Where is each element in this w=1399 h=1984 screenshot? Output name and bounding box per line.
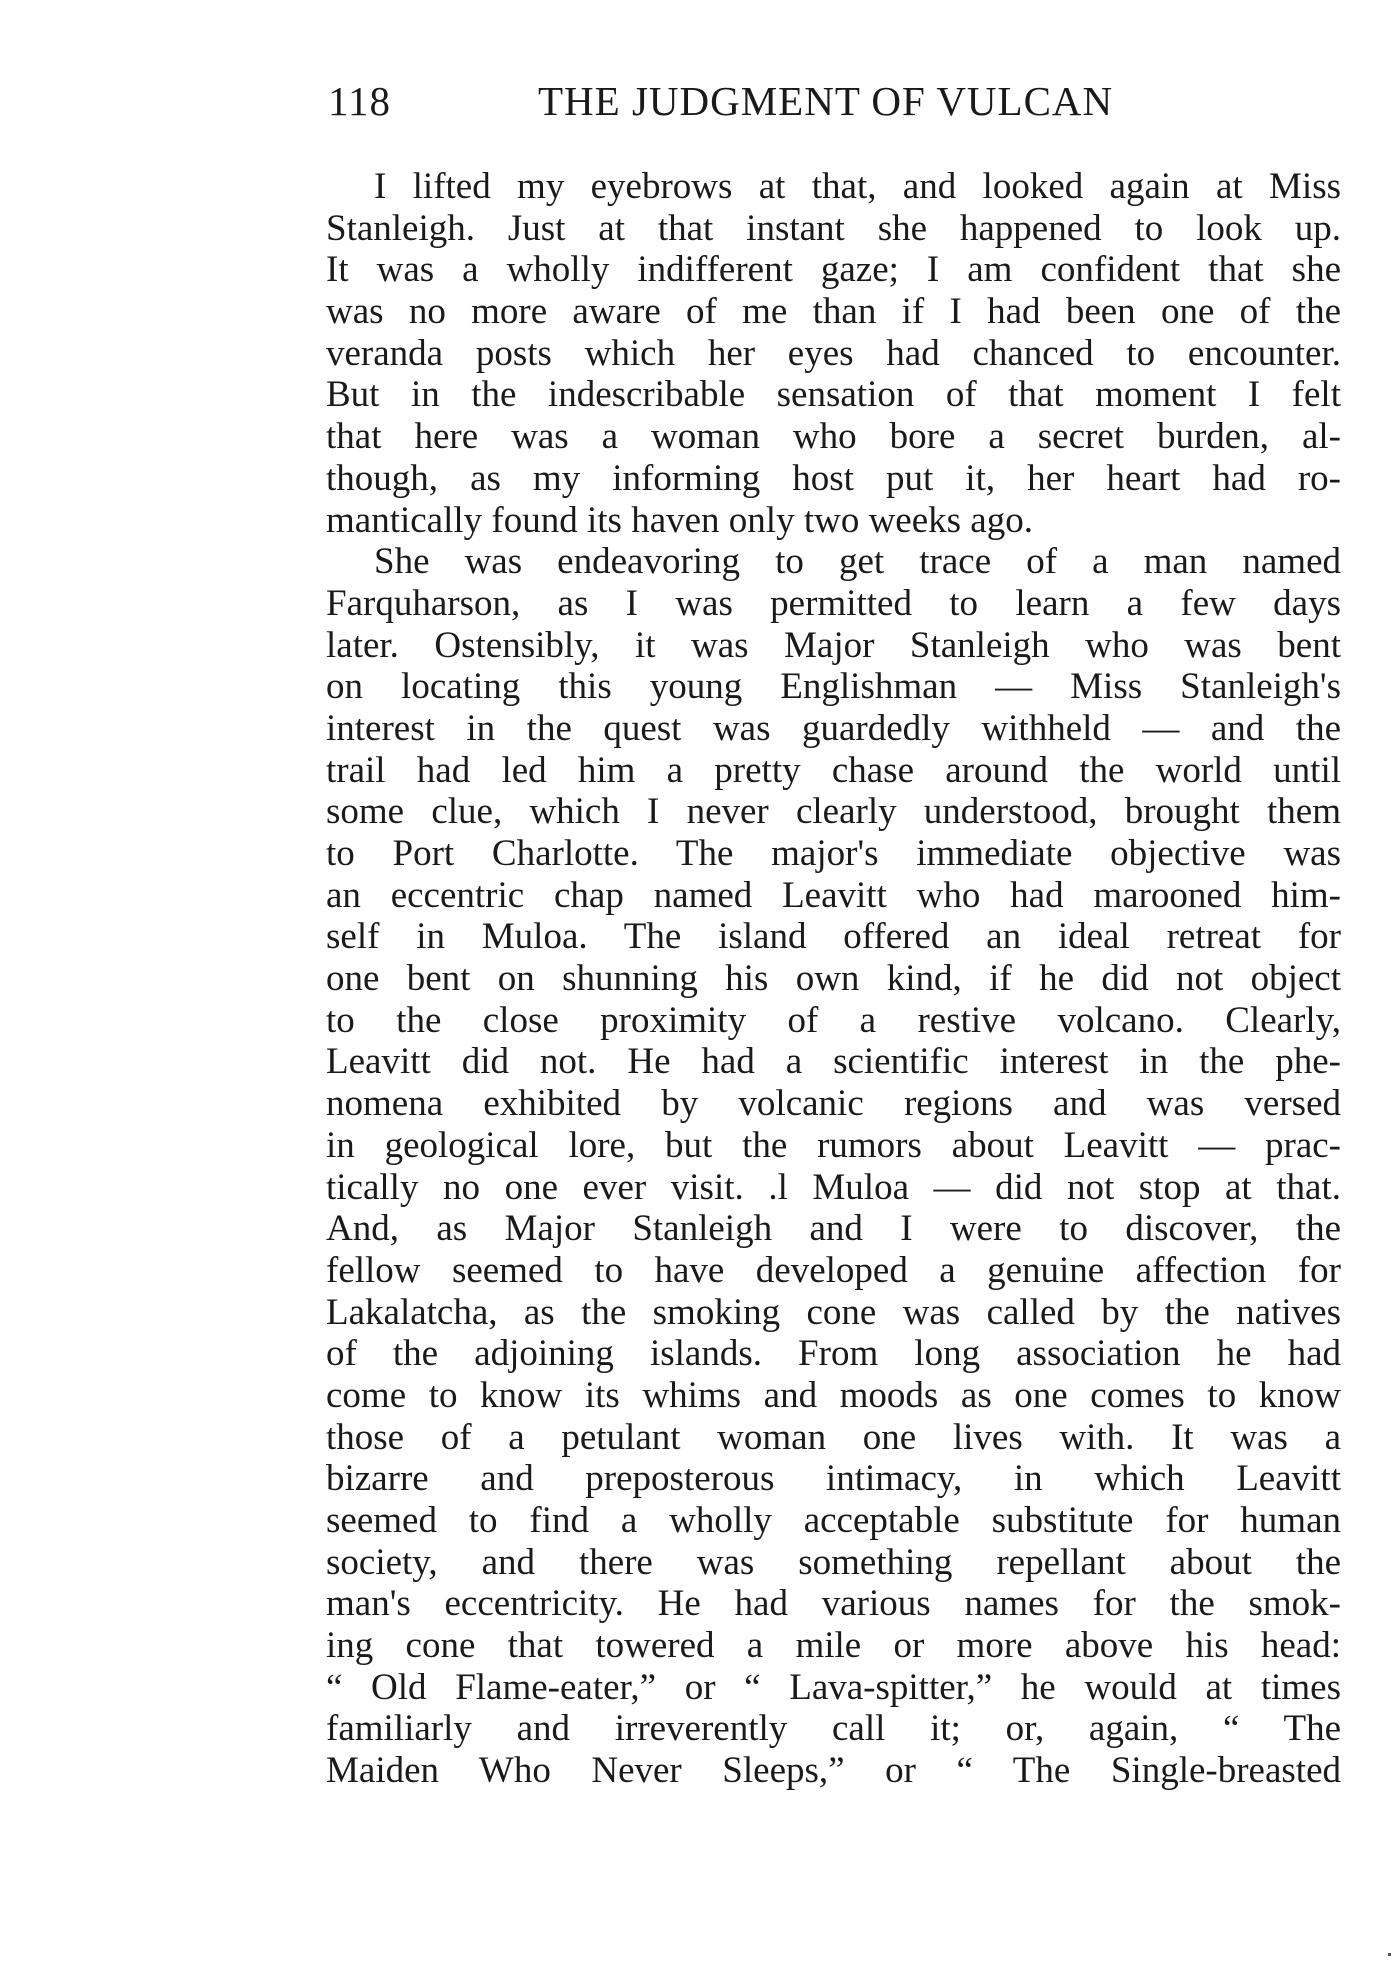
text-line: “ Old Flame-eater,” or “ Lava-spitter,” he would at times [326,1666,1341,1708]
text-line: mantically found its haven only two weeks ago. [326,499,1033,541]
scan-speck [1388,1953,1391,1956]
text-line: Stanleigh. Just at that instant she happened to look up. [326,207,1341,249]
running-head [328,76,1168,126]
running-title: THE JUDGMENT OF VULCAN [538,78,1114,124]
text-line: man's eccentricity. He had various names for the smok- [326,1583,1341,1625]
text-line: some clue, which I never clearly understood, brought them [326,791,1341,833]
text-line: self in Muloa. The island offered an ideal retreat for [326,916,1341,958]
text-line: Leavitt did not. He had a scientific interest in the phe- [326,1041,1341,1083]
text-line: bizarre and preposterous intimacy, in which Leavitt [326,1458,1341,1500]
text-line: in geological lore, but the rumors about Leavitt — prac- [326,1124,1341,1166]
text-line: Lakalatcha, as the smoking cone was called by the natives [326,1291,1341,1333]
text-line: nomena exhibited by volcanic regions and was versed [326,1083,1341,1125]
text-line: though, as my informing host put it, her heart had ro- [326,457,1341,499]
text-line: tically no one ever visit. .l Muloa — did not stop at that. [326,1166,1341,1208]
page-number: 118 [328,78,391,124]
text-line: familiarly and irreverently call it; or, again, “ The [326,1708,1341,1750]
text-line: to the close proximity of a restive volcano. Clearly, [326,999,1341,1041]
text-line: come to know its whims and moods as one comes to know [326,1374,1341,1416]
text-line: to Port Charlotte. The major's immediate objective was [326,833,1341,874]
text-line: I lifted my eyebrows at that, and looked again at Miss [374,166,1341,207]
text-line: on locating this young Englishman — Miss Stanleigh's [326,666,1341,708]
text-line: an eccentric chap named Leavitt who had marooned him- [326,874,1341,916]
text-line: later. Ostensibly, it was Major Stanleigh who was bent [326,624,1341,666]
text-line: And, as Major Stanleigh and I were to discover, the [326,1208,1341,1250]
text-line: fellow seemed to have developed a genuine affection for [326,1249,1341,1291]
text-line: Farquharson, as I was permitted to learn a few days [326,582,1341,624]
text-line: those of a petulant woman one lives with. It was a [326,1416,1341,1458]
body-text [326,166,1341,1792]
text-line: But in the indescribable sensation of that moment I felt [326,374,1341,416]
text-line: one bent on shunning his own kind, if he did not object [326,958,1341,1000]
text-line: was no more aware of me than if I had been one of the [326,291,1341,333]
text-line: ing cone that towered a mile or more above his head: [326,1625,1341,1667]
text-line: It was a wholly indifferent gaze; I am confident that she [326,249,1341,291]
text-line: trail had led him a pretty chase around the world until [326,749,1341,791]
text-line: that here was a woman who bore a secret burden, al- [326,416,1341,458]
text-line: of the adjoining islands. From long association he had [326,1333,1341,1375]
text-line: interest in the quest was guardedly withheld — and the [326,707,1341,749]
text-line: veranda posts which her eyes had chanced to encounter. [326,332,1341,374]
text-line: society, and there was something repellant about the [326,1541,1341,1583]
text-line: Maiden Who Never Sleeps,” or “ The Single-breasted [326,1750,1341,1792]
text-line: seemed to find a wholly acceptable substitute for human [326,1500,1341,1541]
text-line: She was endeavoring to get trace of a man named [374,541,1341,583]
